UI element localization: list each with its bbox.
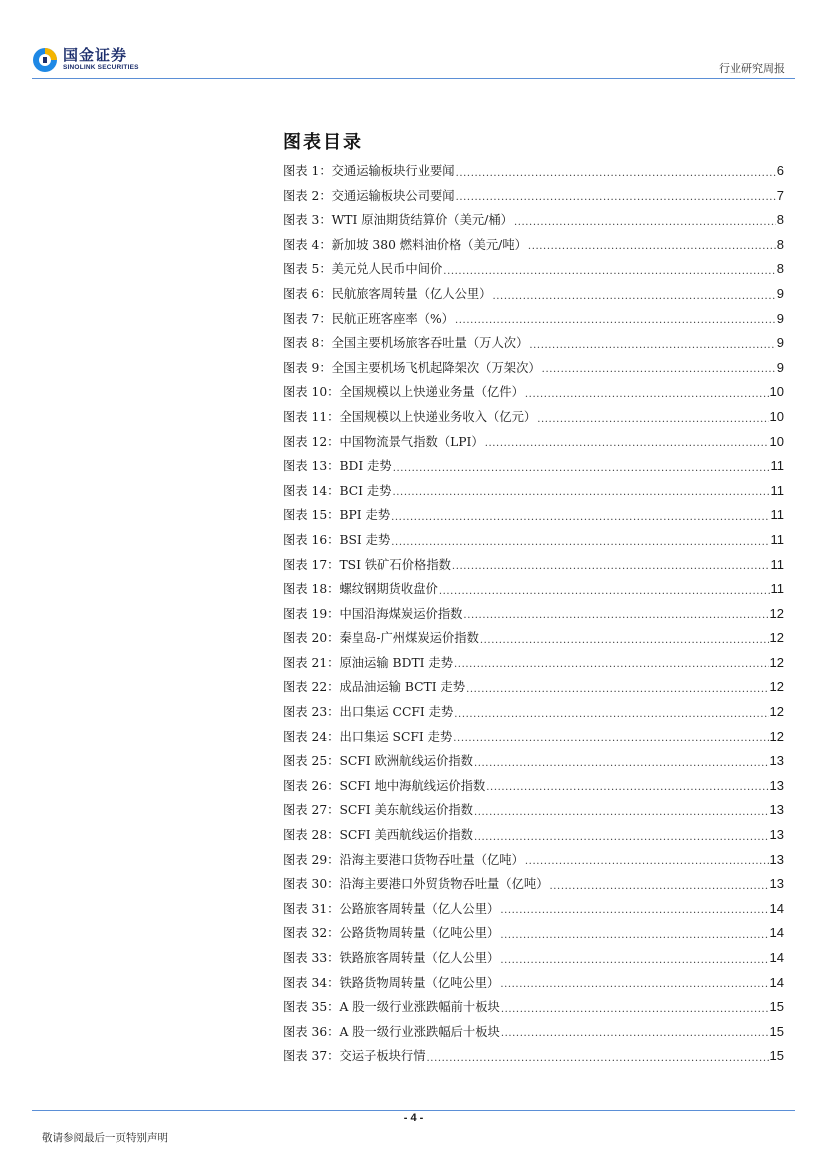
toc-leader-dots (474, 827, 769, 848)
toc-entry[interactable] (283, 380, 784, 405)
toc-entry-page: 14 (769, 925, 784, 941)
toc-entry-page: 11 (770, 458, 784, 474)
toc-entry-label: 图表 4：新加坡 380 燃料油价格（美元/吨） (283, 237, 527, 252)
toc-leader-dots (391, 532, 769, 553)
toc-entry[interactable] (283, 503, 784, 528)
toc-entry[interactable] (283, 897, 784, 922)
toc-entry[interactable] (283, 749, 784, 774)
toc-entry-page: 9 (776, 310, 784, 326)
toc-leader-dots (392, 482, 769, 503)
toc-entry[interactable] (283, 405, 784, 430)
toc-entry-page: 8 (776, 236, 784, 252)
toc-entry-page: 13 (769, 851, 784, 867)
toc-entry-label: 图表 28：SCFI 美西航线运价指数 (283, 828, 473, 843)
toc-leader-dots (500, 950, 768, 971)
toc-entry-page: 13 (769, 876, 784, 892)
toc-leader-dots (454, 704, 768, 725)
toc-leader-dots (393, 458, 770, 479)
toc-entry-label: 图表 20：秦皇岛-广州煤炭运价指数 (283, 631, 479, 646)
toc-leader-dots (514, 212, 776, 233)
toc-entry[interactable] (283, 528, 784, 553)
toc-entry-page: 15 (769, 1023, 784, 1039)
toc-entry-page: 12 (769, 728, 784, 744)
report-type-label: 行业研究周报 (719, 62, 785, 75)
toc-entry-label: 图表 24：出口集运 SCFI 走势 (283, 729, 453, 744)
toc-entry-page: 12 (769, 605, 784, 621)
toc-entry-label: 图表 16：BSI 走势 (283, 532, 391, 547)
toc-leader-dots (474, 753, 769, 774)
toc-entry-label: 图表 5：美元兑人民币中间价 (283, 262, 443, 277)
toc-entry-page: 11 (770, 531, 784, 547)
toc-entry-label: 图表 35：A 股一级行业涨跌幅前十板块 (283, 1000, 500, 1015)
toc-leader-dots (453, 728, 768, 749)
toc-entry-page: 14 (769, 950, 784, 965)
toc-entry-label: 图表 13：BDI 走势 (283, 459, 392, 474)
toc-leader-dots (463, 605, 768, 626)
toc-entry[interactable] (283, 626, 784, 651)
toc-entry-label: 图表 34：铁路货物周转量（亿吨公里） (283, 975, 500, 990)
toc-entry-label: 图表 26：SCFI 地中海航线运价指数 (283, 778, 486, 793)
toc-leader-dots (391, 507, 769, 528)
toc-entry-label: 图表 25：SCFI 欧洲航线运价指数 (283, 754, 473, 769)
toc-leader-dots (456, 187, 776, 208)
sinolink-logo-icon (32, 47, 58, 73)
toc-leader-dots (501, 1023, 769, 1044)
toc-entry-page: 11 (770, 482, 784, 498)
toc-entry-label: 图表 9：全国主要机场飞机起降架次（万架次） (283, 360, 541, 375)
toc-entry-label: 图表 14：BCI 走势 (283, 483, 392, 498)
toc-entry-page: 13 (769, 802, 784, 818)
logo-english-name: SINOLINK SECURITIES (63, 64, 139, 72)
toc-entry-label: 图表 32：公路货物周转量（亿吨公里） (283, 926, 500, 941)
toc-entry-page: 6 (776, 163, 784, 178)
toc-entry-label: 图表 22：成品油运输 BCTI 走势 (283, 680, 466, 695)
disclaimer-note: 敬请参阅最后一页特别声明 (42, 1132, 168, 1144)
toc-leader-dots (456, 163, 776, 184)
toc-entry[interactable] (283, 307, 784, 332)
toc-entry[interactable] (283, 553, 784, 578)
toc-entry[interactable] (283, 700, 784, 725)
toc-entry-page: 9 (776, 335, 784, 351)
toc-entry-page: 8 (776, 212, 784, 228)
toc-entry-label: 图表 17：TSI 铁矿石价格指数 (283, 557, 451, 572)
toc-entry-label: 图表 18：螺纹钢期货收盘价 (283, 582, 438, 597)
toc-entry[interactable] (283, 159, 784, 184)
table-of-figures (283, 159, 784, 1069)
toc-entry-label: 图表 10：全国规模以上快递业务量（亿件） (283, 385, 524, 400)
toc-entry-page: 10 (769, 433, 784, 449)
toc-entry[interactable] (283, 1044, 784, 1069)
toc-entry[interactable] (283, 356, 784, 381)
toc-leader-dots (492, 286, 775, 307)
toc-leader-dots (454, 654, 769, 675)
toc-entry-label: 图表 8：全国主要机场旅客吞吐量（万人次） (283, 336, 529, 351)
toc-leader-dots (537, 409, 768, 430)
toc-entry-label: 图表 27：SCFI 美东航线运价指数 (283, 803, 473, 818)
toc-entry-page: 12 (769, 679, 784, 695)
toc-entry[interactable] (283, 725, 784, 750)
toc-entry[interactable] (283, 602, 784, 627)
toc-entry-label: 图表 3：WTI 原油期货结算价（美元/桶） (283, 213, 513, 228)
toc-entry[interactable] (283, 946, 784, 971)
footer-divider (32, 1110, 795, 1111)
toc-entry-label: 图表 6：民航旅客周转量（亿人公里） (283, 286, 492, 301)
toc-entry-page: 13 (769, 753, 784, 769)
toc-leader-dots (500, 974, 768, 995)
toc-entry[interactable] (283, 872, 784, 897)
toc-entry[interactable] (283, 233, 784, 258)
toc-entry-page: 10 (769, 384, 784, 400)
toc-entry[interactable] (283, 454, 784, 479)
logo-chinese-name: 国金证券 (63, 46, 128, 65)
toc-entry[interactable] (283, 282, 784, 307)
page-header (0, 0, 827, 80)
toc-entry-page: 12 (769, 704, 784, 720)
toc-entry-page: 11 (770, 507, 784, 523)
toc-leader-dots (427, 1048, 769, 1069)
toc-leader-dots (501, 999, 769, 1020)
toc-entry-label: 图表 21：原油运输 BDTI 走势 (283, 655, 454, 670)
company-logo (32, 47, 139, 73)
toc-entry-page: 7 (776, 187, 784, 203)
toc-entry[interactable] (283, 774, 784, 799)
toc-entry-label: 图表 29：沿海主要港口货物吞吐量（亿吨） (283, 852, 524, 867)
toc-entry-page: 9 (776, 285, 784, 301)
toc-entry[interactable] (283, 798, 784, 823)
toc-entry[interactable] (283, 823, 784, 848)
toc-entry-page: 15 (769, 1048, 784, 1064)
toc-entry-page: 11 (770, 581, 784, 597)
toc-entry-page: 15 (769, 999, 784, 1015)
toc-entry-page: 14 (769, 900, 784, 916)
toc-entry-page: 9 (776, 359, 784, 375)
toc-leader-dots (550, 876, 769, 897)
toc-entry-label: 图表 7：民航正班客座率（%） (283, 311, 454, 326)
toc-entry-label: 图表 30：沿海主要港口外贸货物吞吐量（亿吨） (283, 877, 549, 892)
toc-entry[interactable] (283, 208, 784, 233)
toc-entry-label: 图表 11：全国规模以上快递业务收入（亿元） (283, 409, 537, 424)
toc-entry-page: 12 (769, 654, 784, 670)
toc-entry-page: 8 (776, 261, 784, 277)
toc-leader-dots (485, 433, 769, 454)
toc-entry[interactable] (283, 479, 784, 504)
toc-entry-label: 图表 37：交运子板块行情 (283, 1049, 426, 1064)
toc-entry-label: 图表 23：出口集运 CCFI 走势 (283, 705, 454, 720)
toc-entry-page: 13 (769, 827, 784, 843)
header-divider (32, 78, 795, 79)
toc-entry[interactable] (283, 921, 784, 946)
toc-entry-page: 11 (770, 556, 784, 572)
toc-entry-page: 10 (769, 408, 784, 424)
toc-entry[interactable] (283, 430, 784, 455)
toc-entry-label: 图表 1：交通运输板块行业要闻 (283, 164, 455, 178)
toc-entry-page: 14 (769, 974, 784, 990)
toc-leader-dots (542, 359, 776, 380)
toc-entry-label: 图表 19：中国沿海煤炭运价指数 (283, 606, 463, 621)
toc-leader-dots (525, 384, 769, 405)
toc-entry-label: 图表 36：A 股一级行业涨跌幅后十板块 (283, 1024, 500, 1039)
toc-leader-dots (443, 261, 775, 282)
toc-entry-label: 图表 15：BPI 走势 (283, 508, 391, 523)
toc-leader-dots (439, 581, 770, 602)
toc-entry-label: 图表 33：铁路旅客周转量（亿人公里） (283, 951, 500, 965)
toc-leader-dots (529, 335, 775, 356)
toc-entry[interactable] (283, 1020, 784, 1045)
toc-leader-dots (525, 851, 769, 872)
toc-leader-dots (500, 900, 768, 921)
toc-leader-dots (455, 310, 776, 331)
toc-leader-dots (466, 679, 768, 700)
toc-leader-dots (486, 777, 768, 798)
toc-entry[interactable] (283, 971, 784, 996)
toc-entry-page: 12 (769, 630, 784, 646)
toc-entry-label: 图表 12：中国物流景气指数（LPI） (283, 434, 484, 449)
toc-entry[interactable] (283, 848, 784, 873)
toc-entry[interactable] (283, 184, 784, 209)
toc-leader-dots (528, 236, 776, 257)
toc-entry[interactable] (283, 651, 784, 676)
toc-leader-dots (474, 802, 769, 823)
toc-leader-dots (452, 556, 770, 577)
toc-entry[interactable] (283, 331, 784, 356)
toc-entry[interactable] (283, 577, 784, 602)
page-number: - 4 - (403, 1112, 424, 1124)
toc-leader-dots (480, 630, 769, 651)
toc-leader-dots (500, 925, 768, 946)
toc-entry-label: 图表 2：交通运输板块公司要闻 (283, 188, 455, 203)
toc-entry-label: 图表 31：公路旅客周转量（亿人公里） (283, 901, 500, 916)
toc-entry[interactable] (283, 995, 784, 1020)
toc-entry[interactable] (283, 257, 784, 282)
toc-entry[interactable] (283, 675, 784, 700)
toc-entry-page: 13 (769, 777, 784, 793)
toc-title: 图表目录 (283, 132, 363, 153)
